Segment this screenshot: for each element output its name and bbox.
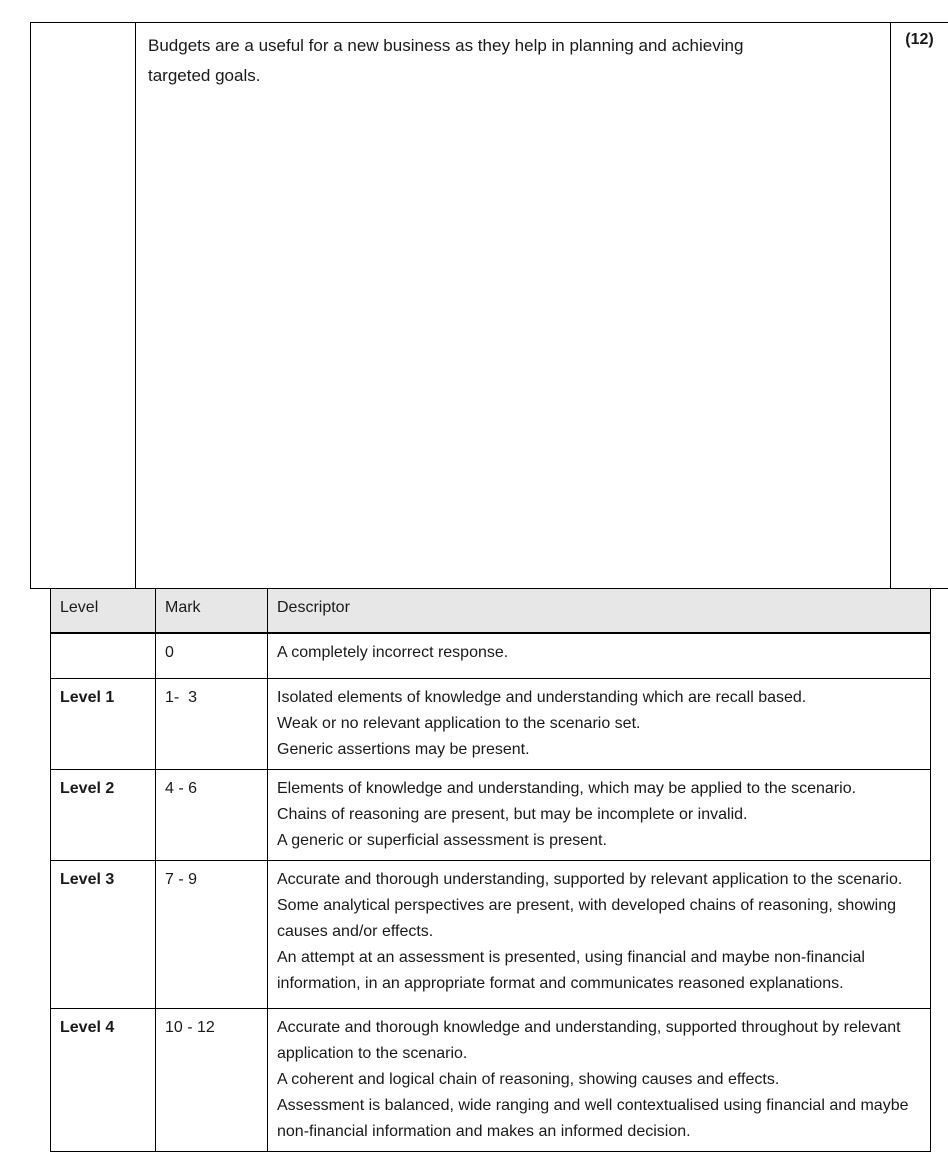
rubric-table (50, 588, 931, 1152)
question-row (31, 23, 948, 589)
mark-cell: 7 - 9 (156, 861, 268, 1009)
descriptor-line: An attempt at an assessment is presented, using financial and maybe non-financial information, in an appropriate format and communicates reasoned explanations. (277, 945, 921, 997)
level-cell: Level 3 (51, 861, 156, 1009)
descriptor-line: Accurate and thorough knowledge and understanding, supported throughout by relevant application to the scenario. (277, 1015, 921, 1067)
level-cell (51, 633, 156, 679)
descriptor-cell (268, 1009, 931, 1152)
rubric-header-descriptor: Descriptor (268, 589, 931, 633)
descriptor-line: Generic assertions may be present. (277, 737, 921, 763)
rubric-row-level-4 (51, 1009, 931, 1152)
level-cell: Level 2 (51, 770, 156, 861)
rubric-row-mark-0 (51, 633, 931, 679)
mark-cell: 1- 3 (156, 679, 268, 770)
descriptor-line: A coherent and logical chain of reasoning, showing causes and effects. (277, 1067, 921, 1093)
rubric-row-level-3 (51, 861, 931, 1009)
descriptor-line: A generic or superficial assessment is present. (277, 828, 921, 854)
mark-cell: 0 (156, 633, 268, 679)
question-table (30, 22, 948, 589)
level-cell: Level 1 (51, 679, 156, 770)
rubric-row-level-2 (51, 770, 931, 861)
descriptor-line: Chains of reasoning are present, but may be incomplete or invalid. (277, 802, 921, 828)
mark-cell: 10 - 12 (156, 1009, 268, 1152)
descriptor-line: Some analytical perspectives are present, with developed chains of reasoning, showing causes and/or effects. (277, 893, 921, 945)
question-marks-cell (891, 23, 948, 589)
descriptor-line: Accurate and thorough understanding, supported by relevant application to the scenario. (277, 867, 921, 893)
descriptor-line: Isolated elements of knowledge and understanding which are recall based. (277, 685, 921, 711)
question-number-cell (31, 23, 136, 589)
rubric-header-row (51, 589, 931, 633)
descriptor-cell (268, 633, 931, 679)
descriptor-cell (268, 861, 931, 1009)
question-text-cell (136, 23, 891, 589)
question-text: Budgets are a useful for a new business as they help in planning and achieving targeted goals. (148, 31, 808, 91)
descriptor-line: Weak or no relevant application to the scenario set. (277, 711, 921, 737)
descriptor-line: Elements of knowledge and understanding, which may be applied to the scenario. (277, 776, 921, 802)
level-cell: Level 4 (51, 1009, 156, 1152)
descriptor-cell (268, 679, 931, 770)
descriptor-line: Assessment is balanced, wide ranging and well contextualised using financial and maybe non-financial information and makes an informed decision. (277, 1093, 921, 1145)
descriptor-cell (268, 770, 931, 861)
marks-value: (12) (905, 31, 933, 48)
descriptor-line: A completely incorrect response. (277, 640, 921, 666)
rubric-row-level-1 (51, 679, 931, 770)
rubric-header-mark: Mark (156, 589, 268, 633)
mark-cell: 4 - 6 (156, 770, 268, 861)
rubric-header-level: Level (51, 589, 156, 633)
